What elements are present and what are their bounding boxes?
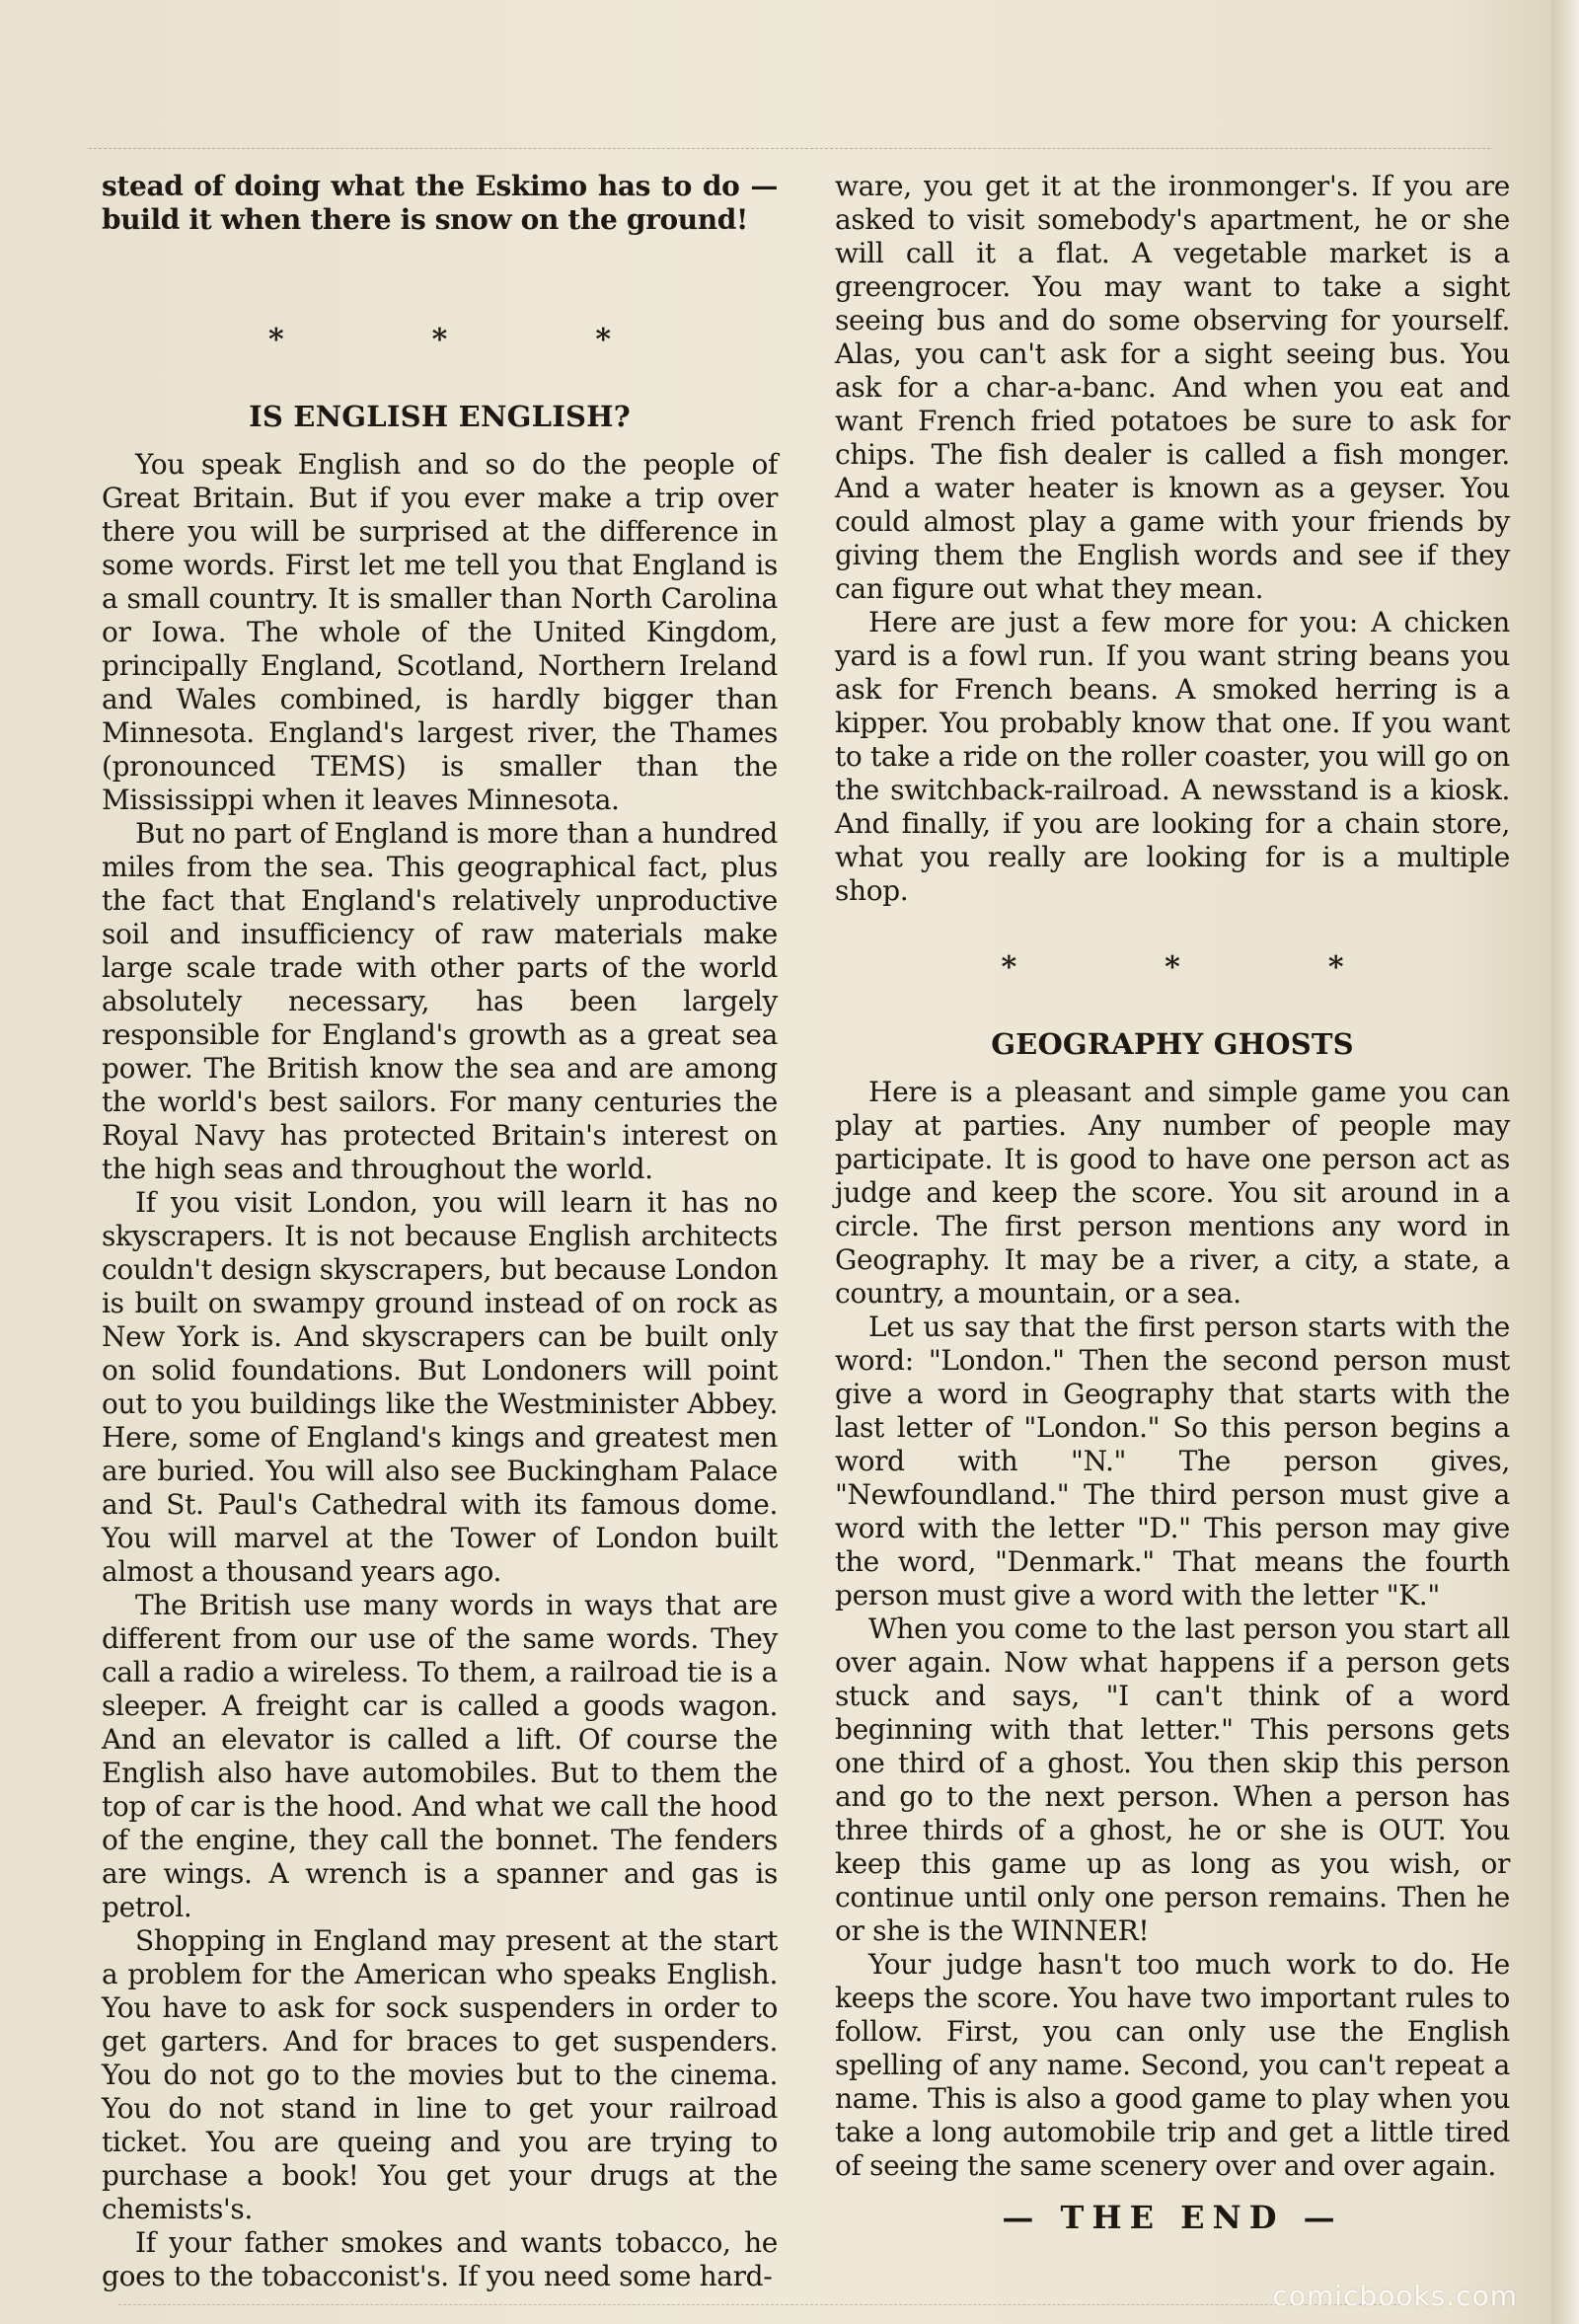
top-dashed-rule — [89, 148, 1490, 149]
star-divider: * — [431, 323, 448, 357]
article-paragraph: Your judge hasn't too much work to do. He keeps the score. You have two important rules to follow. First, you can only use the English spelling of any name. Second, you can't repeat a name. This is also a good game to play when you take a long automobile trip and get a little tired of seeing the same scenery over and over again. — [835, 1948, 1510, 2182]
section-divider-stars — [835, 951, 1510, 985]
star-divider: * — [1001, 950, 1017, 985]
article-paragraph: Shopping in England may present at the start a problem for the American who speaks English. You have to ask for sock suspenders in order to get garters. And for braces to get suspenders. You do not go to the movies but to the cinema. You do not stand in line to get your railroad ticket. You are queing and you are trying to purchase a book! You get your drugs at the chemists's. — [102, 1924, 778, 2225]
article-paragraph: Let us say that the first person starts with the word: "London." Then the second person must give a word in Geography that starts with the last letter of "London." So this person begins a word with "N." The person gives, "Newfoundland." The third person must give a word with the letter "D." This person may give the word, "Denmark." That means the fourth person must give a word with the letter "K." — [835, 1311, 1510, 1612]
article-paragraph: The British use many words in ways that are different from our use of the same words. They call a radio a wireless. To them, a railroad tie is a sleeper. A freight car is called a goods wagon. And an elevator is called a lift. Of course the English also have automobiles. But to them the top of car is the hood. And what we call the hood of the engine, they call the bonnet. The fenders are wings. A wrench is a spanner and gas is petrol. — [102, 1589, 778, 1923]
section-divider-stars — [102, 324, 778, 357]
continued-text: stead of doing what the Eskimo has to do — build it when there is snow on the ground! — [102, 170, 778, 236]
article-paragraph: But no part of England is more than a hundred miles from the sea. This geographical fact, plus the fact that England's relatively unproductive soil and insufficiency of raw materials make large scale trade with other parts of the world absolutely necessary, has been largely responsible for England's growth as a great sea power. The British know the sea and are among the world's best sailors. For many centuries the Royal Navy has protected Britain's interest on the high seas and throughout the world. — [102, 817, 778, 1185]
star-divider: * — [595, 323, 612, 357]
article-paragraph: When you come to the last person you start all over again. Now what happens if a person gets stuck and says, "I can't think of a word beginning with that letter." This persons gets one third of a ghost. You then skip this person and go to the next person. When a person has three thirds of a ghost, he or she is OUT. You keep this game up as long as you wish, or continue until only one person remains. Then he or she is the WINNER! — [835, 1612, 1510, 1947]
watermark: comicbooks.com — [1272, 2280, 1518, 2312]
article-paragraph: If your father smokes and wants tobacco, he goes to the tobacconist's. If you need some hard- — [102, 2226, 778, 2292]
the-end-marker: — THE END — — [1002, 2199, 1343, 2236]
article-paragraph: ware, you get it at the ironmonger's. If you are asked to visit somebody's apartment, he or she will call it a flat. A vegetable market is a greengrocer. You may want to take a sight seeing bus and do some observing for yourself. Alas, you can't ask for a sight seeing bus. You ask for a char-a-banc. And when you eat and want French fried potatoes be sure to ask for chips. The fish dealer is called a fish monger. And a water heater is known as a geyser. You could almost play a game with your friends by giving them the English words and see if they can figure out what they mean. — [835, 170, 1510, 605]
article-paragraph: Here is a pleasant and simple game you can play at parties. Any number of people may participate. It is good to have one person act as judge and keep the score. You sit around in a circle. The first person mentions any word in Geography. It may be a river, a city, a state, a country, a mountain, or a sea. — [835, 1076, 1510, 1310]
page-edge — [1551, 0, 1579, 2324]
bottom-dashed-rule — [118, 2304, 1401, 2305]
star-divider: * — [1327, 950, 1344, 985]
article-paragraph: Here are just a few more for you: A chicken yard is a fowl run. If you want string beans you ask for French beans. A smoked herring is a kipper. You probably know that one. If you want to take a ride on the roller coaster, you will go on the switchback-railroad. A newsstand is a kiosk. And finally, if you are looking for a chain store, what you really are looking for is a multiple shop. — [835, 606, 1510, 907]
article-title: GEOGRAPHY GHOSTS — [991, 1027, 1354, 1061]
left-column — [102, 170, 778, 2293]
star-divider: * — [267, 323, 284, 357]
right-column — [835, 170, 1510, 2236]
article-paragraph: You speak English and so do the people of Great Britain. But if you ever make a trip over there you will be surprised at the difference in some words. First let me tell you that England is a small country. It is smaller than North Carolina or Iowa. The whole of the United Kingdom, principally England, Scotland, Northern Ireland and Wales combined, is hardly bigger than Minnesota. England's largest river, the Thames (pronounced TEMS) is smaller than the Mississippi when it leaves Minnesota. — [102, 448, 778, 816]
star-divider: * — [1165, 950, 1180, 985]
article-paragraph: If you visit London, you will learn it has no skyscrapers. It is not because English architects couldn't design skyscrapers, but because London is built on swampy ground instead of on rock as New York is. And skyscrapers can be built only on solid foundations. But Londoners will point out to you buildings like the Westminister Abbey. Here, some of England's kings and greatest men are buried. You will also see Buckingham Palace and St. Paul's Cathedral with its famous dome. You will marvel at the Tower of London built almost a thousand years ago. — [102, 1186, 778, 1588]
article-title: IS ENGLISH ENGLISH? — [249, 400, 631, 433]
